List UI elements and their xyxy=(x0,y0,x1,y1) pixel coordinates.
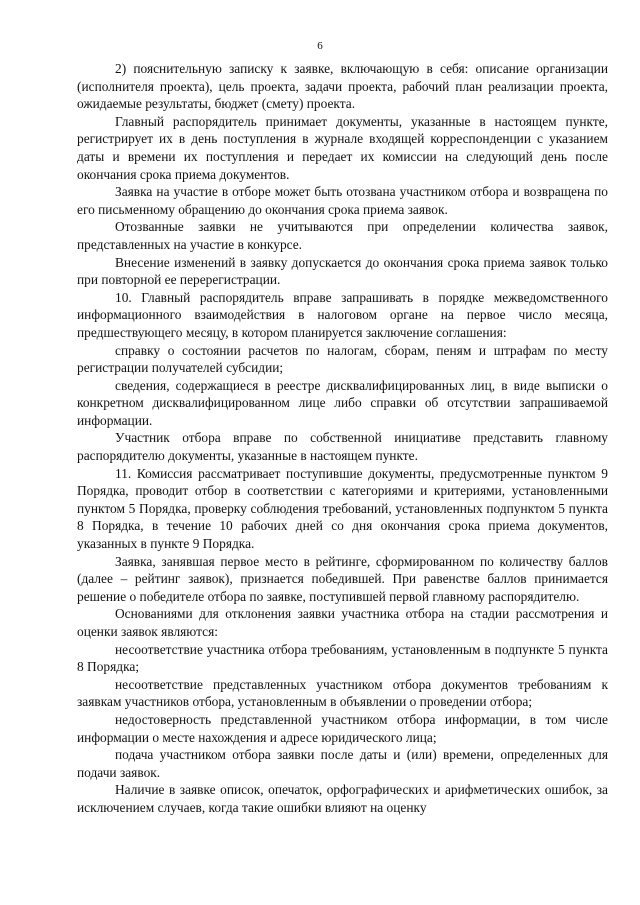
paragraph-rejection-reason-3: недостоверность представленной участником отбора информации, в том числе информации о месте нахождения и адресе юридического лица; xyxy=(77,711,608,745)
paragraph-withdrawn-applications: Отозванные заявки не учитываются при определении количества заявок, представленных на участие в конкурсе. xyxy=(77,219,608,252)
paragraph-disqualified-registry: сведения, содержащиеся в реестре дисквалифицированных лиц, в виде выписки о конкретном дисквалифицированном лице либо справки об отсутствии запрашиваемой информации. xyxy=(77,377,608,428)
document-body xyxy=(77,60,608,817)
paragraph-rejection-reason-4: подача участником отбора заявки после даты и (или) времени, определенных для подачи заявок. xyxy=(77,747,608,780)
paragraph-rejection-reason-1: несоответствие участника отбора требованиям, установленным в подпункте 5 пункта 8 Порядка; xyxy=(77,641,608,675)
paragraph-rejection-grounds: Основаниями для отклонения заявки участника отбора на стадии рассмотрения и оценки заявок являются: xyxy=(77,606,608,639)
paragraph-document-registration: Главный распорядитель принимает документы, указанные в настоящем пункте, регистрирует их в день поступления в журнале входящей корреспонденции с указанием даты и времени их поступления и передает их комиссии на следующий день после окончания срока приема документов. xyxy=(77,113,608,182)
paragraph-application-changes: Внесение изменений в заявку допускается до окончания срока приема заявок только при повторной ее перерегистрации. xyxy=(77,254,608,288)
paragraph-rejection-reason-2: несоответствие представленных участником отбора документов требованиям к заявкам участников отбора, установленным в объявлении о проведении отбора; xyxy=(77,676,608,710)
paragraph-tax-certificate: справку о состоянии расчетов по налогам, сборам, пеням и штрафам по месту регистрации получателей субсидии; xyxy=(77,342,608,376)
page-number: 6 xyxy=(317,40,323,52)
paragraph-explanatory-note: 2) пояснительную записку к заявке, включающую в себя: описание организации (исполнителя проекта), цель проекта, задачи проекта, рабочий план реализации проекта, ожидаемые результаты, бюджет (смету) проекта. xyxy=(77,61,608,112)
paragraph-rating: Заявка, занявшая первое место в рейтинге, сформированном по количеству баллов (далее – рейтинг заявок), признается победившей. При равенстве баллов принимается решение о победителе отбора по заявке, поступившей первой главному распорядителю. xyxy=(77,553,608,604)
paragraph-own-initiative: Участник отбора вправе по собственной инициативе представить главному распорядителю документы, указанные в настоящем пункте. xyxy=(77,430,608,464)
paragraph-item-10: 10. Главный распорядитель вправе запрашивать в порядке межведомственного информационного взаимодействия в налоговом органе на первое число месяца, предшествующего месяцу, в котором планируется заключение соглашения: xyxy=(77,289,608,340)
paragraph-application-withdrawal: Заявка на участие в отборе может быть отозвана участником отбора и возвращена по его письменному обращению до окончания срока приема заявок. xyxy=(77,184,608,217)
paragraph-item-11: 11. Комиссия рассматривает поступившие документы, предусмотренные пунктом 9 Порядка, проводит отбор в соответствии с категориями и критериями, установленными пунктом 5 Порядка, проверку соблюдения требований, установленных подпунктом 5 пункта 8 Порядка, в течение 10 рабочих дней со дня окончания срока приема документов, указанных в пункте 9 Порядка. xyxy=(77,465,608,552)
paragraph-typos: Наличие в заявке описок, опечаток, орфографических и арифметических ошибок, за исключением случаев, когда такие ошибки влияют на оценку xyxy=(77,782,608,815)
